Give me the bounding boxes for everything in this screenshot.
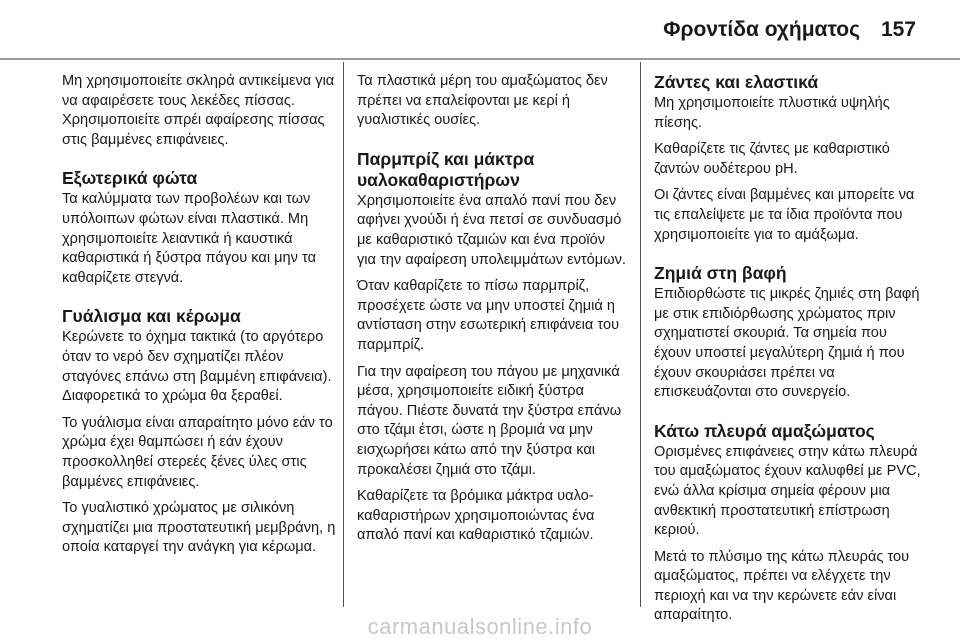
- paragraph: Για την αφαίρεση του πάγου με μηχανικά μέσα, χρησιμοποιείτε ειδική ξύστρα πάγου. Πιέστε δυνατά την ξύστρα επάνω στο τζάμι έτσι, ώστε η βρομιά να μην εισχωρήσει κάτω από την ξύστρα και προκαλέσει ζημιά στο τζάμι.: [357, 363, 622, 478]
- section-heading-wheels-tyres: Ζάντες και ελαστικά: [654, 72, 819, 92]
- section-heading-exterior-lights: Εξωτερικά φώτα: [62, 168, 198, 189]
- running-title: Φροντίδα οχήματος: [663, 18, 860, 41]
- paragraph: Καθαρίζετε τις ζάντες με καθαριστικό ζαντών ουδέτερου pH.: [654, 141, 890, 177]
- paragraph: Τα πλαστικά μέρη του αμαξώματος δεν πρέπει να επαλείφονται με κερί ή γυαλιστικές ουσίες.: [357, 73, 608, 129]
- page-header: [0, 0, 960, 58]
- paragraph: Τα καλύμματα των προβολέων και των υπόλοιπων φώτων είναι πλαστικά. Μη χρησιμοποιείτε λειαντικά ή καυστικά καθαριστικά ή ξύστρα πάγου και μην τα καθαρίζετε στεγνά.: [62, 191, 317, 286]
- section-heading-windows-wipers: Παρμπρίζ και μάκτρα υαλοκαθαριστήρων: [357, 148, 535, 190]
- paragraph: Το γυάλισμα είναι απαραίτητο μόνο εάν το χρώμα έχει θαμπώσει ή εάν έχουν προσκολληθεί στερεές ξένες ύλες στις βαμμένες επιφάνειες.: [62, 414, 333, 490]
- section-heading-paint-damage: Ζημιά στη βαφή: [654, 263, 787, 284]
- paragraph: Ορισμένες επιφάνειες στην κάτω πλευρά του αμαξώματος έχουν καλυφθεί με PVC, ενώ άλλα κρίσιμα σημεία φέρουν μια ανθεκτική προστατευτική επίστρωση κεριού.: [654, 443, 921, 539]
- paragraph: Καθαρίζετε τα βρόμικα μάκτρα υαλοκαθαριστήρων χρησιμοποιώντας ένα απαλό πανί και καθαριστικό τζαμιών.: [357, 488, 595, 544]
- column-3: [654, 72, 926, 633]
- paragraph: Το γυαλιστικό χρώματος με σιλικόνη σχηματίζει μια προστατευτική μεμβράνη, η οποία καταργεί την ανάγκη για κέρωμα.: [62, 500, 336, 556]
- paragraph: Όταν καθαρίζετε το πίσω παρμπρίζ, προσέχετε ώστε να μην υποστεί ζημιά η αντίσταση στην εσωτερική επιφάνεια του παρμπρίζ.: [357, 278, 620, 353]
- column-2: [357, 72, 627, 553]
- column-1: [62, 72, 344, 565]
- page-number: 157: [880, 18, 916, 41]
- header-rule: [0, 58, 960, 60]
- paragraph: Μη χρησιμοποιείτε πλυστικά υψηλής πίεσης.: [654, 95, 890, 131]
- paragraph: Χρησιμοποιείτε ένα απαλό πανί που δεν αφήνει χνούδι ή ένα πετσί σε συνδυασμό με καθαριστικό τζαμιών και ένα προϊόν για την αφαίρεση υπολειμμάτων εντόμων.: [357, 192, 626, 268]
- paragraph: Μετά το πλύσιμο της κάτω πλευράς του αμαξώματος, πρέπει να ελέγχετε την περιοχή και να την κερώνετε εάν είναι απαραίτητο.: [654, 548, 910, 624]
- paragraph: Κερώνετε το όχημα τακτικά (το αργότερο όταν το νερό δεν σχηματίζει πλέον σταγόνες επάνω στη βαμμένη επιφάνεια). Διαφορετικά το χρώμα θα ξεραθεί.: [62, 329, 332, 405]
- column-divider-2: [640, 62, 641, 607]
- paragraph: Οι ζάντες είναι βαμμένες και μπορείτε να τις επαλείψετε με τα ίδια προϊόντα που χρησιμοποιείτε για το αμάξωμα.: [654, 187, 915, 243]
- watermark: carmanualsonline.info: [367, 614, 593, 639]
- section-heading-underbody: Κάτω πλευρά αμαξώματος: [654, 420, 875, 441]
- paragraph: Μη χρησιμοποιείτε σκληρά αντικείμενα για να αφαιρέσετε τους λεκέδες πίσσας. Χρησιμοποιείτε σπρέι αφαίρεσης πίσσας στις βαμμένες επιφάνειες.: [62, 73, 335, 148]
- section-heading-polishing-waxing: Γυάλισμα και κέρωμα: [62, 306, 241, 327]
- paragraph: Επιδιορθώστε τις μικρές ζημιές στη βαφή με στικ επιδιόρθωσης χρώματος πριν σχηματιστεί σκουριά. Τα σημεία που έχουν υποστεί μεγαλύτερη ζημιά ή που έχουν σκουριάσει πρέπει να επισκευάζονται στο συνεργείο.: [654, 286, 920, 401]
